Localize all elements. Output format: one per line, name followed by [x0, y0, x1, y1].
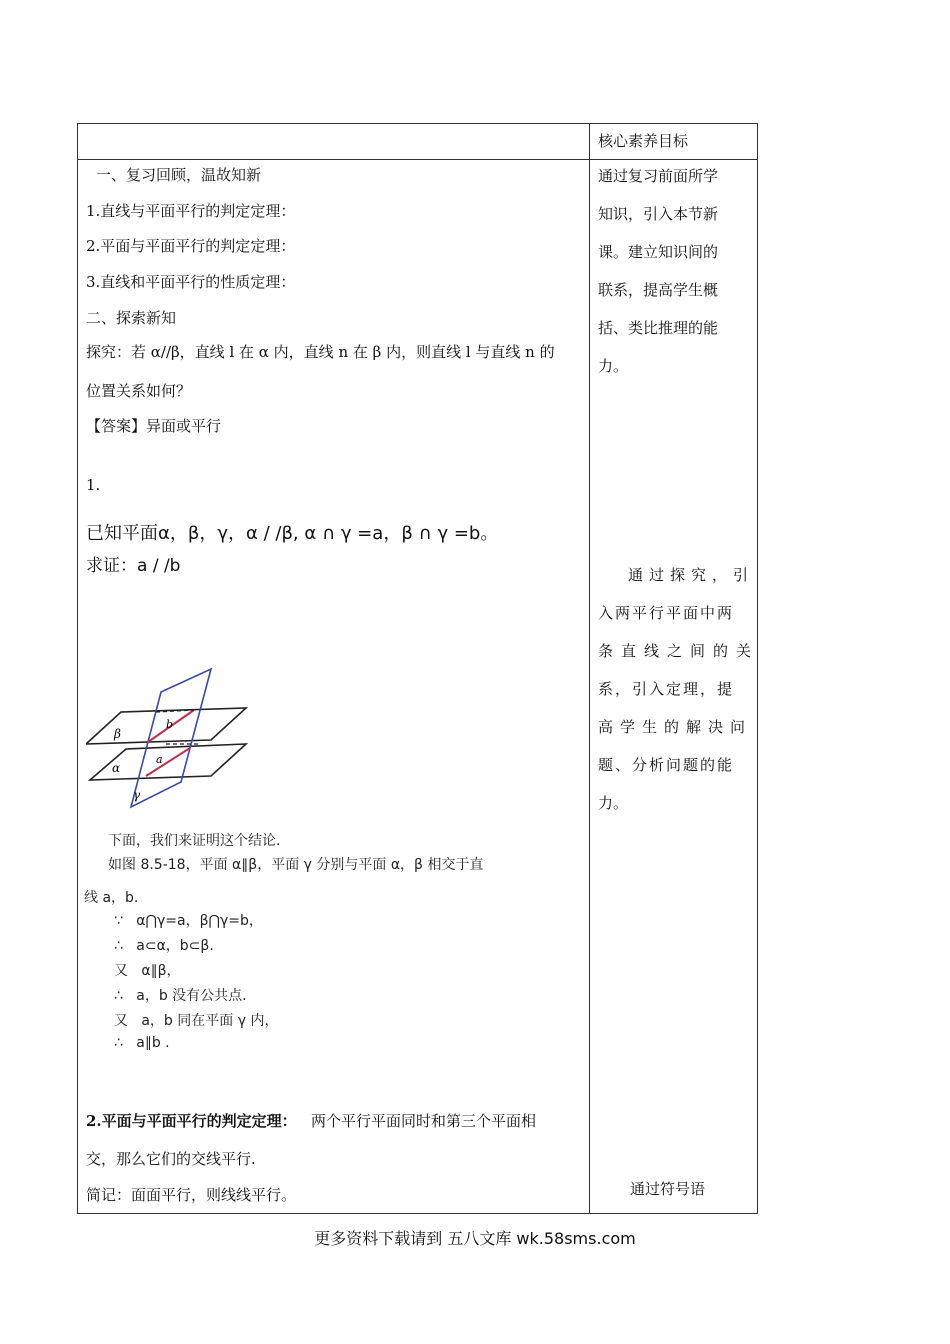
- goal-line: 题、分析问题的能: [598, 756, 735, 774]
- fig-label-b: b: [166, 718, 174, 731]
- goal-line: 条直线之间的关: [598, 642, 760, 660]
- proof-line: 又 α∥β，: [114, 963, 181, 979]
- goal-line: 通过复习前面所学: [598, 167, 719, 185]
- right-goal-2: [598, 556, 760, 822]
- proof-line: 又 a，b 同在平面 γ 内，: [114, 1013, 279, 1029]
- column-divider: [589, 124, 590, 1213]
- theorem-body-line2: 交，那么它们的交线平行.: [86, 1150, 256, 1168]
- proof-line: ∴ a⊂α，b⊂β.: [114, 938, 214, 954]
- proof-line: ∵ α⋂γ=a，β⋂γ=b，: [114, 913, 263, 929]
- fig-label-a: a: [156, 753, 163, 766]
- goal-line: 高学生的解决问: [598, 718, 753, 736]
- prove-statement: 求证：a / /b: [86, 556, 181, 576]
- goal-line: 力。: [598, 357, 629, 375]
- goal-line: 联系，提高学生概: [598, 281, 719, 299]
- goal-line: 入两平行平面中两: [598, 604, 735, 622]
- review-item-1: 1.直线与平面平行的判定定理：: [86, 202, 296, 220]
- fig-label-alpha: α: [112, 761, 121, 775]
- planes-figure: [86, 664, 256, 814]
- proof-line: ∴ a∥b .: [114, 1035, 170, 1051]
- theorem-title: 2.平面与平面平行的判定定理：: [86, 1112, 297, 1130]
- fig-label-beta: β: [114, 727, 121, 741]
- goal-line: 课。建立知识间的: [598, 243, 719, 261]
- proof-line: ∴ a，b 没有公共点.: [114, 988, 247, 1004]
- goal-line: 力。: [598, 794, 629, 812]
- proof-line: 线 a，b.: [84, 890, 139, 906]
- section-review: 一、复习回顾，温故知新: [96, 166, 262, 184]
- lesson-table: [77, 123, 758, 1214]
- theorem-body-line1: 两个平行平面同时和第三个平面相: [310, 1112, 536, 1130]
- answer: 【答案】异面或平行: [86, 417, 222, 435]
- proof-line: 如图 8.5-18，平面 α∥β，平面 γ 分别与平面 α，β 相交于直: [108, 857, 484, 873]
- right-goal-3: 通过符号语: [630, 1180, 706, 1198]
- goal-line: 知识，引入本节新: [598, 205, 719, 223]
- goal-line: 括、类比推理的能: [598, 319, 719, 337]
- goal-line: 通过探究，引: [628, 566, 755, 584]
- theorem-line1: [86, 1110, 536, 1131]
- explore-question-line1: 探究：若 α//β，直线 l 在 α 内，直线 n 在 β 内，则直线 l 与直线 n 的: [86, 343, 555, 361]
- explore-question-line2: 位置关系如何？: [86, 382, 192, 400]
- section-explore: 二、探索新知: [86, 309, 177, 327]
- proof-line: 下面，我们来证明这个结论.: [108, 833, 281, 849]
- review-item-3: 3.直线和平面平行的性质定理：: [86, 273, 296, 291]
- fig-label-gamma: γ: [133, 788, 141, 802]
- item-number-1: 1.: [86, 476, 101, 494]
- right-goal-1: [598, 157, 750, 385]
- given-statement: 已知平面α，β，γ，α / /β, α ∩ γ =a，β ∩ γ =b。: [86, 523, 499, 544]
- footer-link-text: 更多资料下载请到 五八文库 wk.58sms.com: [314, 1229, 636, 1248]
- header-core-literacy: 核心素养目标: [598, 132, 689, 150]
- review-item-2: 2.平面与平面平行的判定定理：: [86, 237, 296, 255]
- theorem-short-form: 简记：面面平行，则线线平行。: [86, 1186, 297, 1204]
- goal-line: 系，引入定理，提: [598, 680, 735, 698]
